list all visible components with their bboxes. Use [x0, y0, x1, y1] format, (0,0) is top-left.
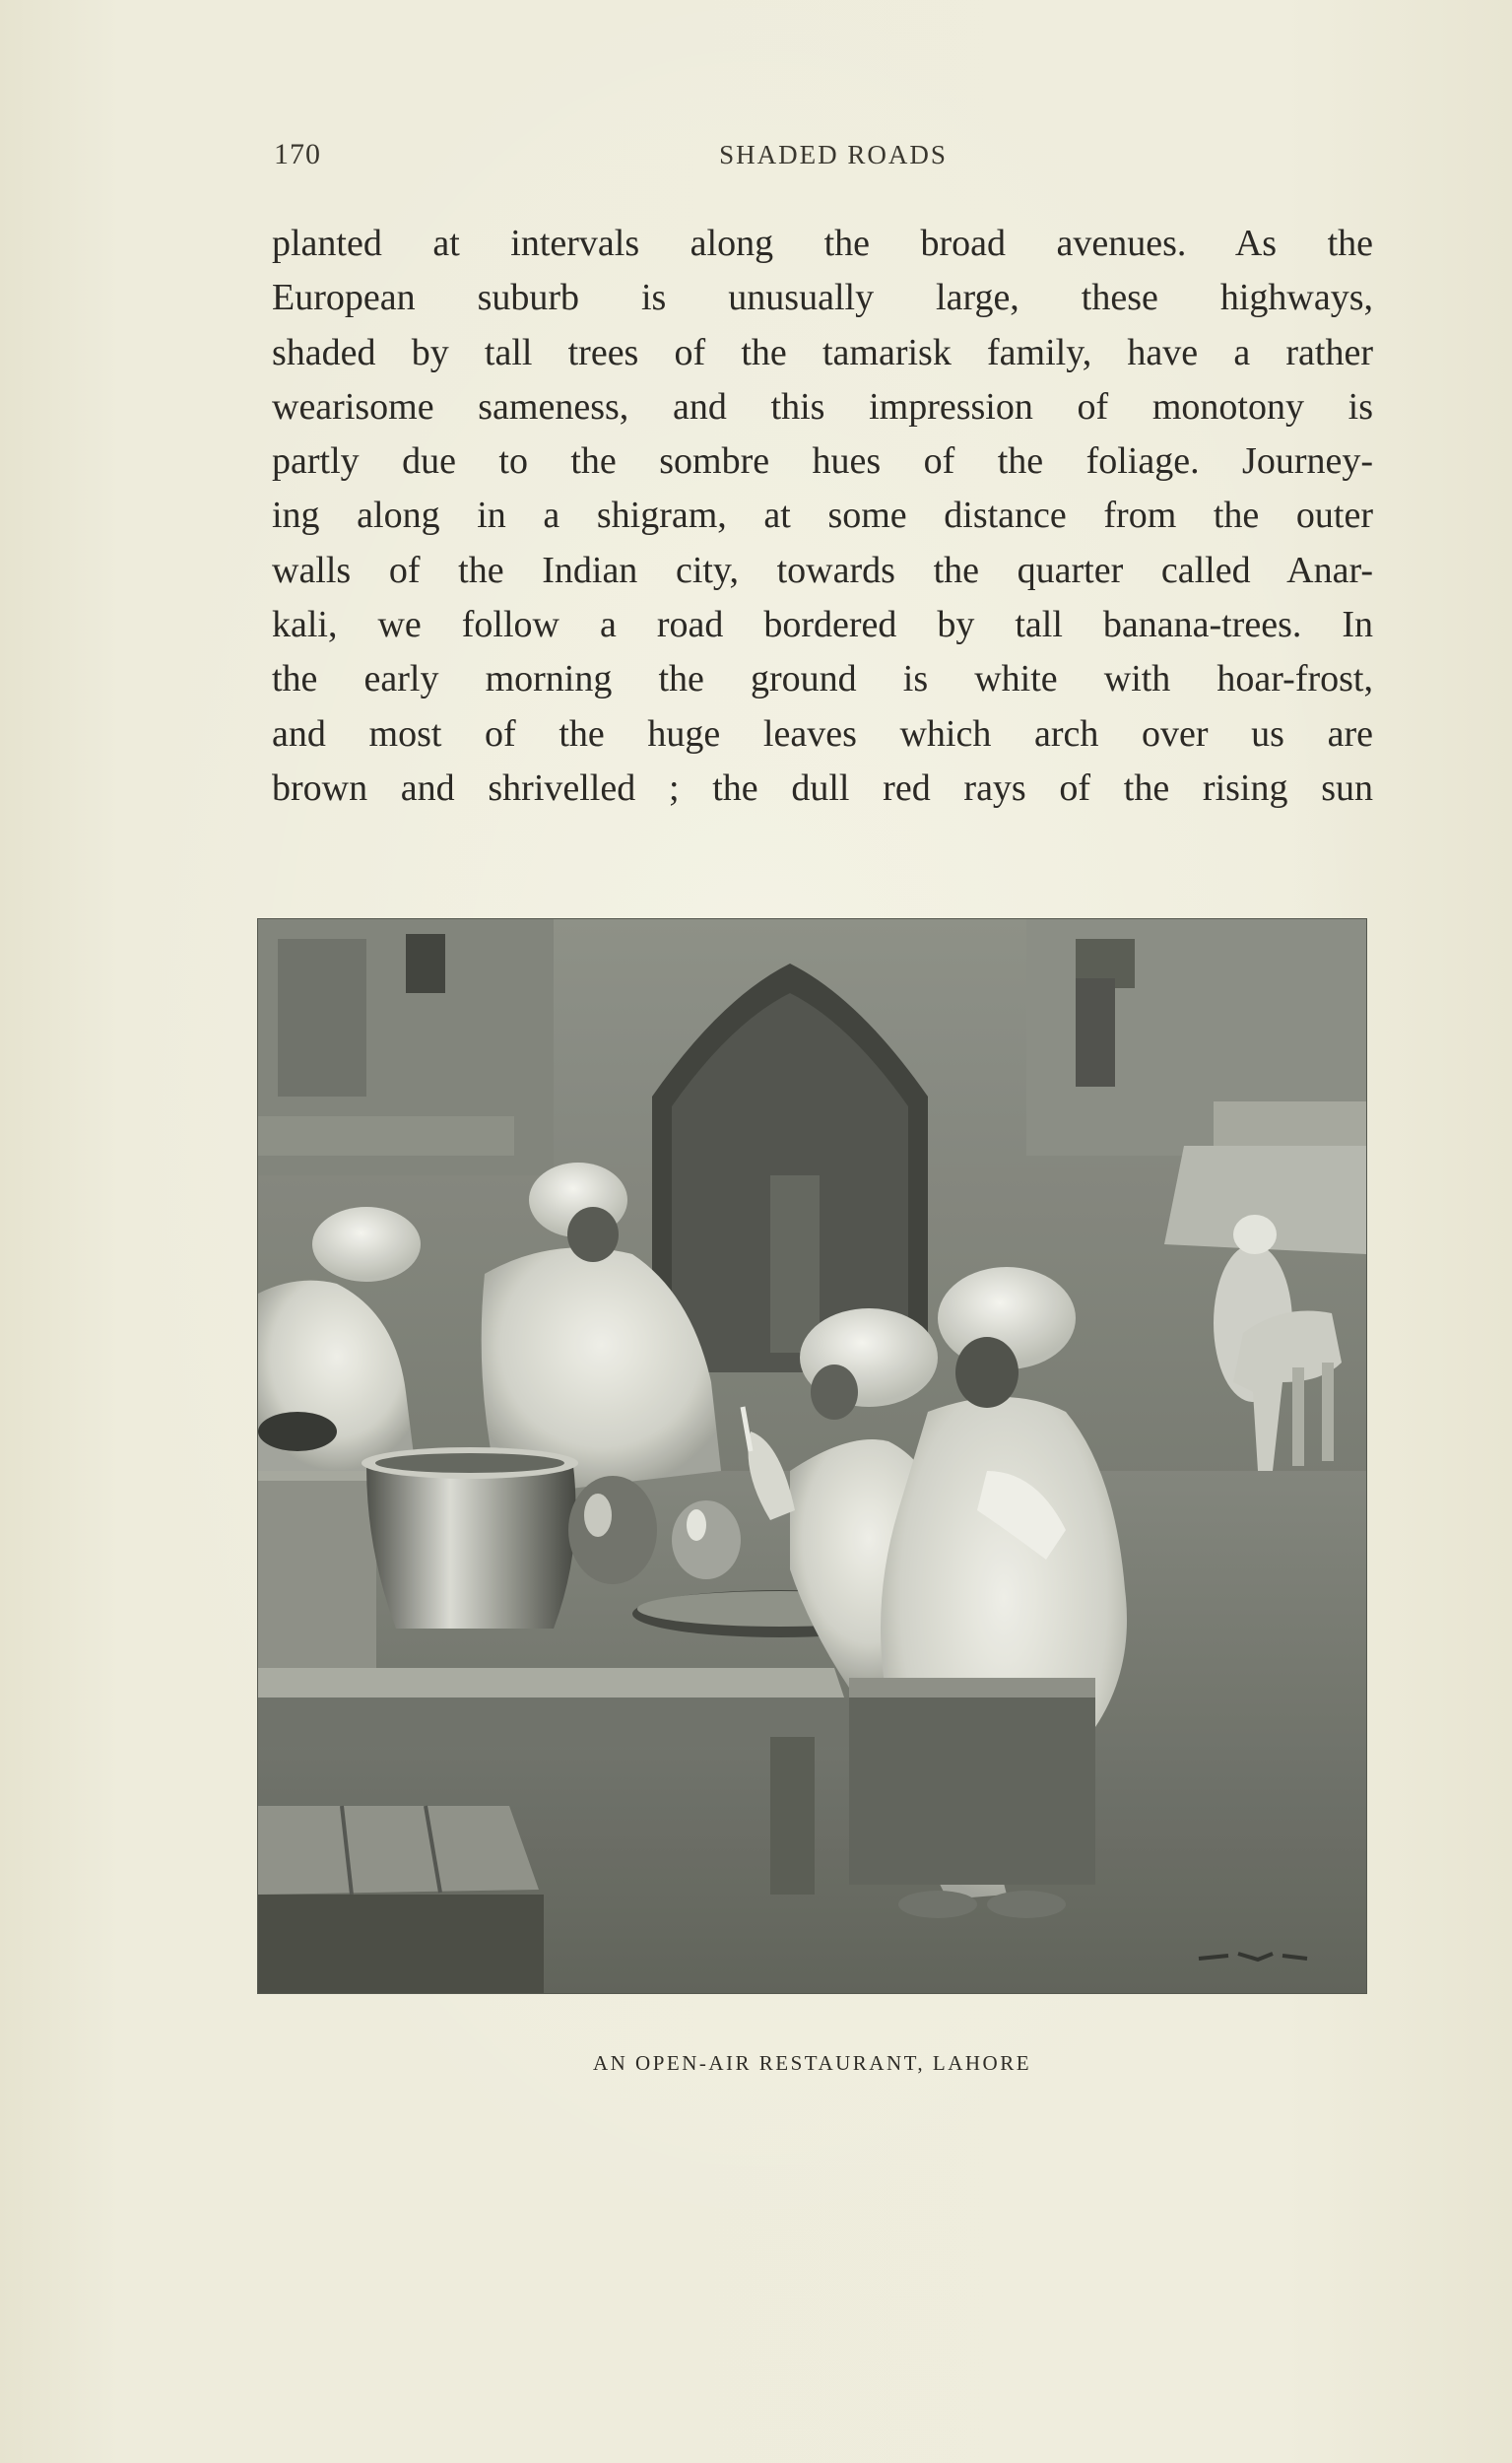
page-header	[272, 138, 1373, 177]
text-line: and most of the huge leaves which arch over us are	[272, 712, 1373, 755]
text-line: shaded by tall trees of the tamarisk family, have a rather	[272, 331, 1373, 373]
text-line: partly due to the sombre hues of the foliage. Journey-	[272, 440, 1373, 483]
text-line: the early morning the ground is white with hoar-frost,	[272, 658, 1373, 700]
text-line: ing along in a shigram, at some distance from the outer	[272, 495, 1373, 537]
text-line: walls of the Indian city, towards the quarter called Anar-	[272, 549, 1373, 591]
text-line: wearisome sameness, and this impression of monotony is	[272, 385, 1373, 428]
illustration-drawing	[258, 919, 1366, 1993]
body-text	[272, 217, 1373, 816]
text-line: European suburb is unusually large, these highways,	[272, 277, 1373, 319]
running-head: SHADED ROADS	[719, 140, 948, 169]
text-line: planted at intervals along the broad avenues. As the	[272, 223, 1373, 264]
text-line: kali, we follow a road bordered by tall banana-trees. In	[272, 604, 1373, 646]
figure-caption: AN OPEN-AIR RESTAURANT, LAHORE	[592, 2051, 1032, 2075]
page-number: 170	[274, 138, 321, 170]
text-line: brown and shrivelled ; the dull red rays of the rising sun	[272, 766, 1373, 809]
illustration-open-air-restaurant	[258, 919, 1366, 1993]
